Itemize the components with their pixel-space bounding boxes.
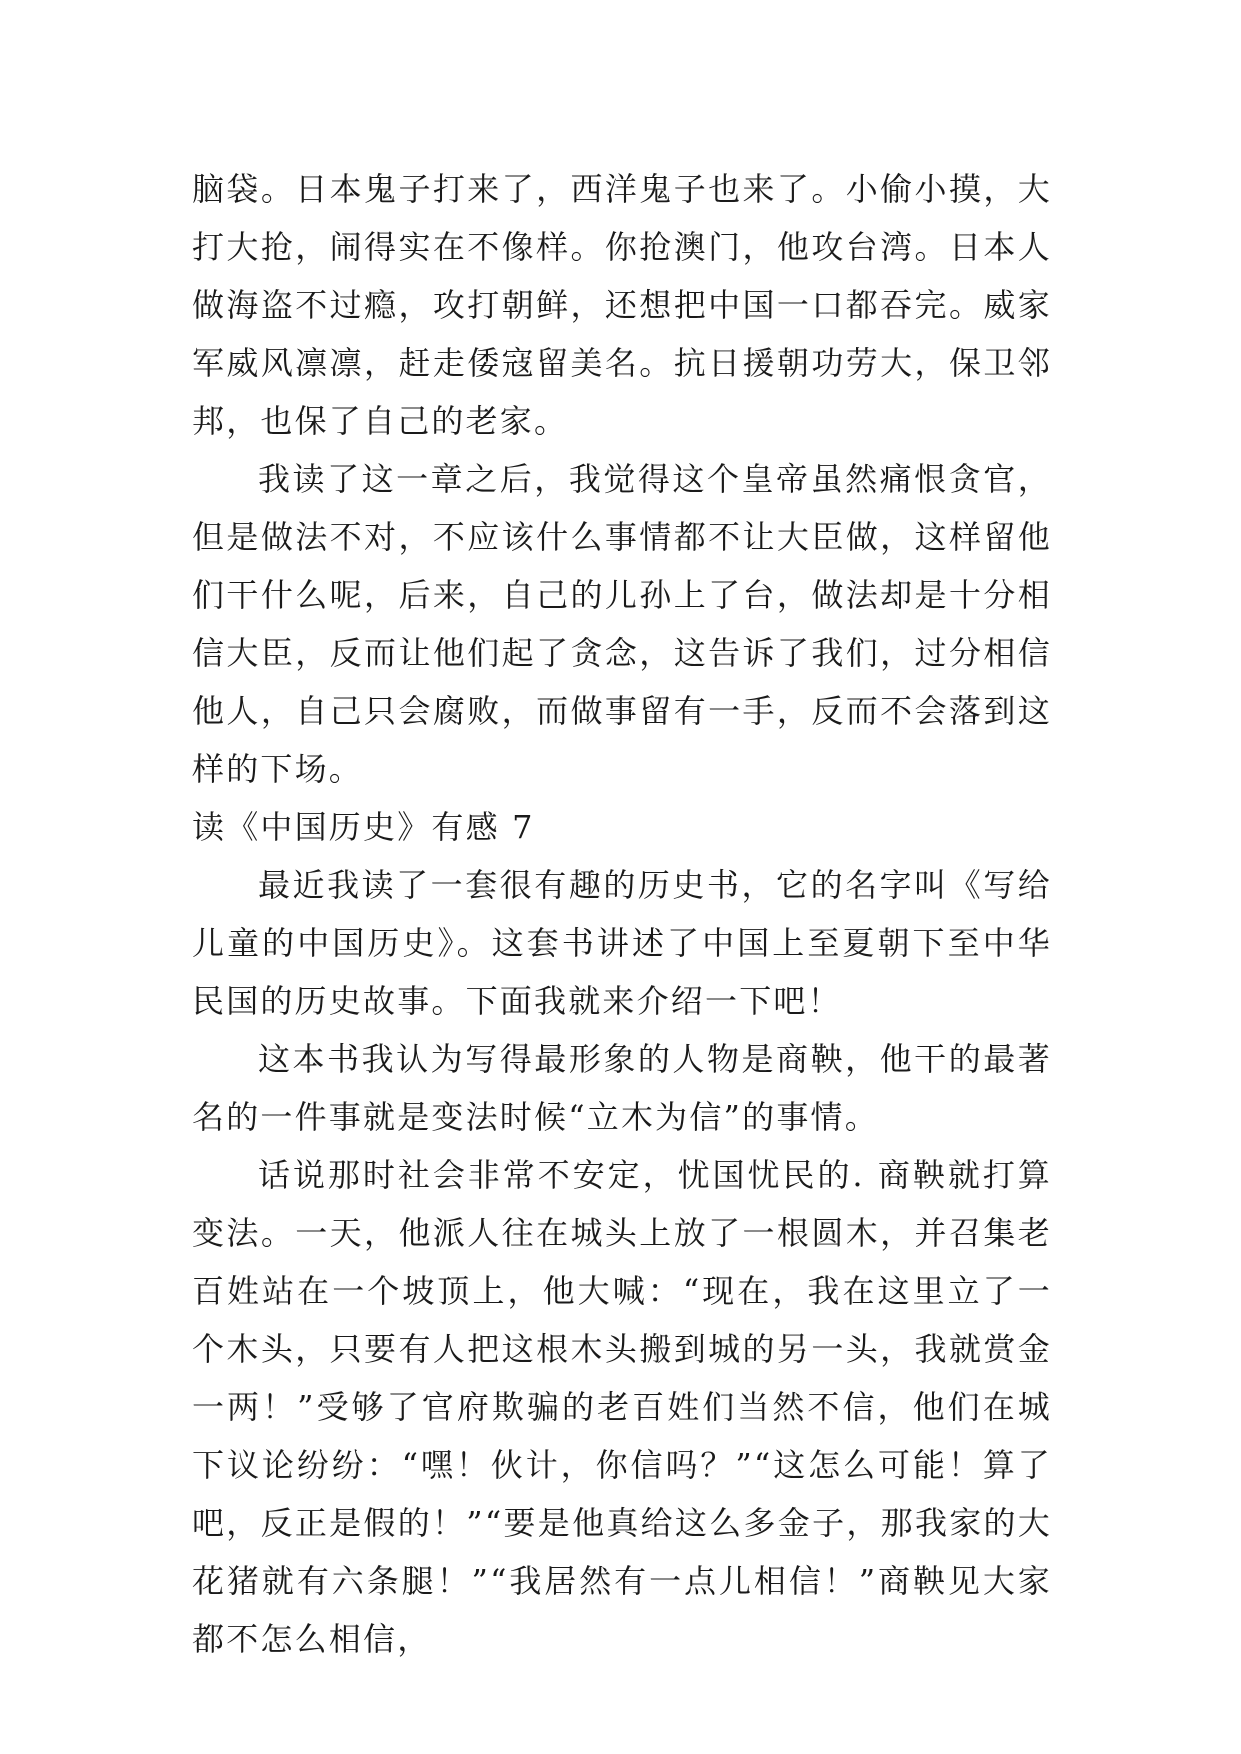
paragraph-reflection: 我读了这一章之后，我觉得这个皇帝虽然痛恨贪官，但是做法不对，不应该什么事情都不让大臣做，这样留他们干什么呢，后来，自己的儿孙上了台，做法却是十分相信大臣，反而让他们起了贪念，这告诉了我们，过分相信他人，自己只会腐败，而做事留有一手，反而不会落到这样的下场。 (192, 460, 1052, 788)
paragraph-shang-yang: 这本书我认为写得最形象的人物是商鞅，他干的最著名的一件事就是变法时候“立木为信”的事情。 (192, 1040, 1052, 1136)
section-heading: 读《中国历史》有感 7 (192, 808, 535, 846)
paragraph-intro: 最近我读了一套很有趣的历史书，它的名字叫《写给儿童的中国历史》。这套书讲述了中国上至夏朝下至中华民国的历史故事。下面我就来介绍一下吧！ (192, 866, 1052, 1020)
document-body (192, 160, 1052, 1668)
paragraph-story: 话说那时社会非常不安定，忧国忧民的. 商鞅就打算变法。一天，他派人往在城头上放了一根圆木，并召集老百姓站在一个坡顶上，他大喊：“现在，我在这里立了一个木头，只要有人把这根木头搬到城的另一头，我就赏金一两！”受够了官府欺骗的老百姓们当然不信，他们在城下议论纷纷：“嘿！伙计，你信吗？”“这怎么可能！算了吧，反正是假的！”“要是他真给这么多金子，那我家的大花猪就有六条腿！”“我居然有一点儿相信！”商鞅见大家都不怎么相信， (192, 1156, 1052, 1658)
paragraph-continuation: 脑袋。日本鬼子打来了，西洋鬼子也来了。小偷小摸，大打大抢，闹得实在不像样。你抢澳门，他攻台湾。日本人做海盗不过瘾，攻打朝鲜，还想把中国一口都吞完。威家军威风凛凛，赶走倭寇留美名。抗日援朝功劳大，保卫邻邦，也保了自己的老家。 (192, 170, 1052, 440)
